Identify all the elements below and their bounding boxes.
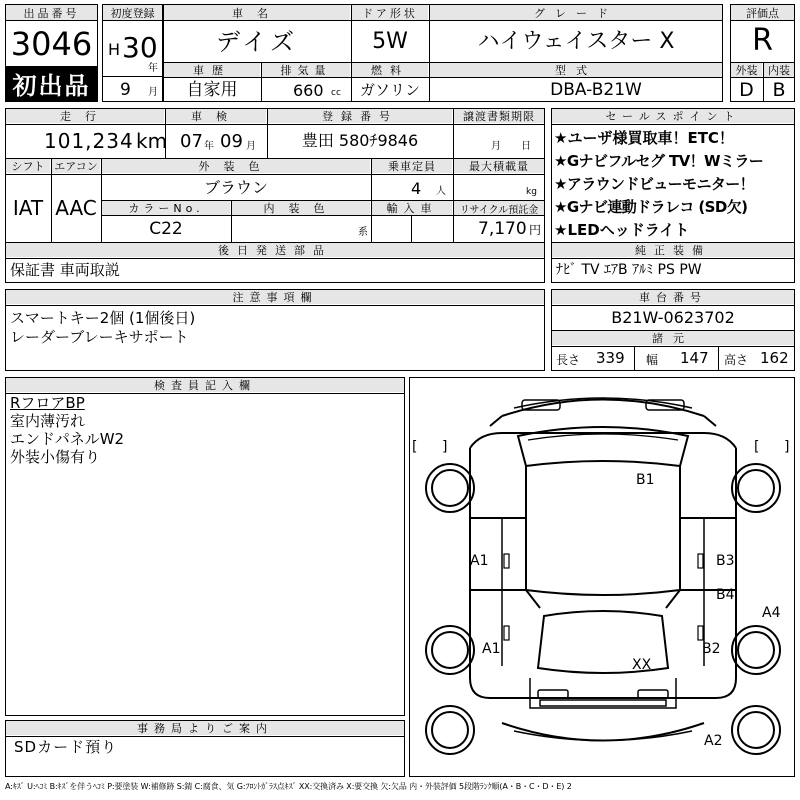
damage-mark: A1 xyxy=(482,641,501,657)
car-outline xyxy=(410,378,796,778)
inspector-line: RフロアBP xyxy=(10,394,85,412)
height-label: 高さ xyxy=(724,353,749,367)
first-reg-month: 9 xyxy=(120,80,131,100)
displacement: 660 xyxy=(293,81,324,100)
inspection-month: 09 xyxy=(220,131,243,152)
sales-point-item: ★ユーザ様買取車！ETC！ xyxy=(554,129,734,147)
first-reg-year-unit: 年 xyxy=(148,63,158,74)
door-label: ドア形状 xyxy=(352,5,428,20)
history: 自家用 xyxy=(186,79,238,100)
bracket-left-close: ] xyxy=(442,439,448,455)
sales-point-item: ★Gナビフルセグ TV！Wミラー xyxy=(554,152,764,170)
load-unit: kg xyxy=(526,187,537,197)
grade: ハイウェイスター X xyxy=(477,29,675,54)
exterior-color: ブラウン xyxy=(203,178,268,197)
notes-line: スマートキー2個 (1個後日) xyxy=(10,309,196,327)
width: 147 xyxy=(680,349,709,367)
lot-number: 3046 xyxy=(10,25,93,63)
capacity-unit: 人 xyxy=(436,186,446,197)
first-reg-label: 初度登録 xyxy=(103,5,162,20)
notes-label: 注意事項欄 xyxy=(6,290,544,304)
ac: AAC xyxy=(55,196,97,220)
interior-color-unit: 系 xyxy=(358,227,368,238)
bracket-right: [ xyxy=(754,439,760,455)
office-text: SDカード預り xyxy=(14,738,118,756)
exterior-label: 外装 xyxy=(731,63,762,77)
grade-label: グレード xyxy=(430,5,722,20)
interior-color-label: 内装色 xyxy=(232,201,370,215)
reg-no: 豊田 580ﾁ9846 xyxy=(301,131,419,150)
first-reg-month-unit: 月 xyxy=(148,87,158,98)
first-listing-badge: 初出品 xyxy=(6,66,97,101)
notes-line: レーダーブレーキサポート xyxy=(10,328,189,346)
first-reg-year: 30 xyxy=(122,31,158,64)
reg-no-label: 登録番号 xyxy=(268,109,452,123)
fuel-label: 燃料 xyxy=(352,63,428,77)
history-label: 車歴 xyxy=(164,63,260,77)
mileage: 101,234 xyxy=(44,129,134,153)
shift: IAT xyxy=(12,196,44,220)
recycle-fee: 7,170 xyxy=(478,219,527,239)
bracket-left: [ xyxy=(412,439,418,455)
load-label: 最大積載量 xyxy=(454,159,544,173)
transfer-month-unit: 月 xyxy=(491,141,501,152)
color-label: 外装色 xyxy=(102,159,370,173)
damage-mark: B1 xyxy=(636,472,655,488)
import-label: 輸入車 xyxy=(372,201,452,215)
interior-label: 内装 xyxy=(764,63,794,77)
sales-points-label: セールスポイント xyxy=(552,109,794,123)
width-label: 幅 xyxy=(646,353,659,367)
era: H xyxy=(108,40,121,59)
inspector-line: エンドパネルW2 xyxy=(10,430,125,448)
inspection-month-unit: 月 xyxy=(246,141,256,152)
exterior-grade: D xyxy=(739,78,754,101)
mileage-unit: km xyxy=(136,129,168,153)
recycle-unit: 円 xyxy=(529,223,542,237)
score-label: 評価点 xyxy=(731,5,794,20)
mileage-label: 走行 xyxy=(6,109,164,123)
car-name-label: 車名 xyxy=(164,5,350,20)
ac-label: エアコン xyxy=(52,159,100,173)
legend: A:ｷｽﾞ U:ﾍｺﾐ B:ｷｽﾞを伴うﾍｺﾐ P:要塗装 W:補修跡 S:錆 C:腐食、気 G:ﾌﾛﾝﾄｶﾞﾗｽ点ｷｽﾞ XX:交換済み X:要交換 欠:欠品 内・外装評価 5段階ﾗﾝｸ順(A・B・C・D・E) 2 xyxy=(5,782,572,791)
color-no: C22 xyxy=(149,218,183,239)
height: 162 xyxy=(760,349,789,367)
sales-point-item: ★LEDヘッドライト xyxy=(554,221,690,239)
damage-mark: B2 xyxy=(702,641,721,657)
model-code: DBA-B21W xyxy=(550,79,642,100)
sales-point-item: ★Gナビ連動ドラレコ (SD欠) xyxy=(554,198,748,216)
capacity-label: 乗車定員 xyxy=(372,159,452,173)
model-code-label: 型式 xyxy=(430,63,722,77)
interior-grade: B xyxy=(772,78,786,101)
damage-mark: A1 xyxy=(470,553,489,569)
bracket-right-close: ] xyxy=(784,439,790,455)
equipment-text: ﾅﾋﾞ TV ｴｱB ｱﾙﾐ PS PW xyxy=(556,262,702,278)
damage-mark: B3 xyxy=(716,553,735,569)
chassis-number: B21W-0623702 xyxy=(611,308,735,327)
inspection-label: 車検 xyxy=(166,109,266,123)
inspection-year-unit: 年 xyxy=(204,141,214,152)
car-name: デイズ xyxy=(215,28,299,56)
color-no-label: カラーNo. xyxy=(102,201,230,215)
recycle-label: リサイクル預託金 xyxy=(454,201,544,215)
fuel: ガソリン xyxy=(359,80,420,99)
sales-point-item: ★アラウンドビューモニター！ xyxy=(554,175,755,193)
transfer-label: 譲渡書類期限 xyxy=(454,109,544,123)
equipment-label: 純正装備 xyxy=(552,243,794,257)
spec-label: 諸元 xyxy=(552,331,794,345)
damage-mark: B4 xyxy=(716,587,735,603)
displacement-label: 排気量 xyxy=(262,63,350,77)
inspector-label: 検査員記入欄 xyxy=(6,378,404,392)
inspector-line: 室内薄汚れ xyxy=(10,412,86,430)
score: R xyxy=(752,23,773,58)
inspector-line: 外装小傷有り xyxy=(10,448,101,466)
damage-diagram xyxy=(409,377,795,777)
shift-label: シフト xyxy=(6,159,50,173)
length: 339 xyxy=(596,349,625,367)
damage-mark: A2 xyxy=(704,733,723,749)
displacement-unit: cc xyxy=(331,88,341,98)
office-label: 事務局よりご案内 xyxy=(6,721,404,735)
later-parts-text: 保証書 車両取説 xyxy=(10,261,120,279)
capacity: 4 xyxy=(411,179,422,198)
damage-mark: XX xyxy=(632,657,652,673)
length-label: 長さ xyxy=(556,353,581,367)
damage-mark: A4 xyxy=(762,605,781,621)
transfer-day-unit: 日 xyxy=(521,141,531,152)
chassis-label: 車台番号 xyxy=(552,290,794,304)
door-type: 5W xyxy=(372,29,408,54)
lot-number-label: 出品番号 xyxy=(6,5,97,20)
later-parts-label: 後日発送部品 xyxy=(6,243,544,257)
inspection-year: 07 xyxy=(180,131,203,152)
